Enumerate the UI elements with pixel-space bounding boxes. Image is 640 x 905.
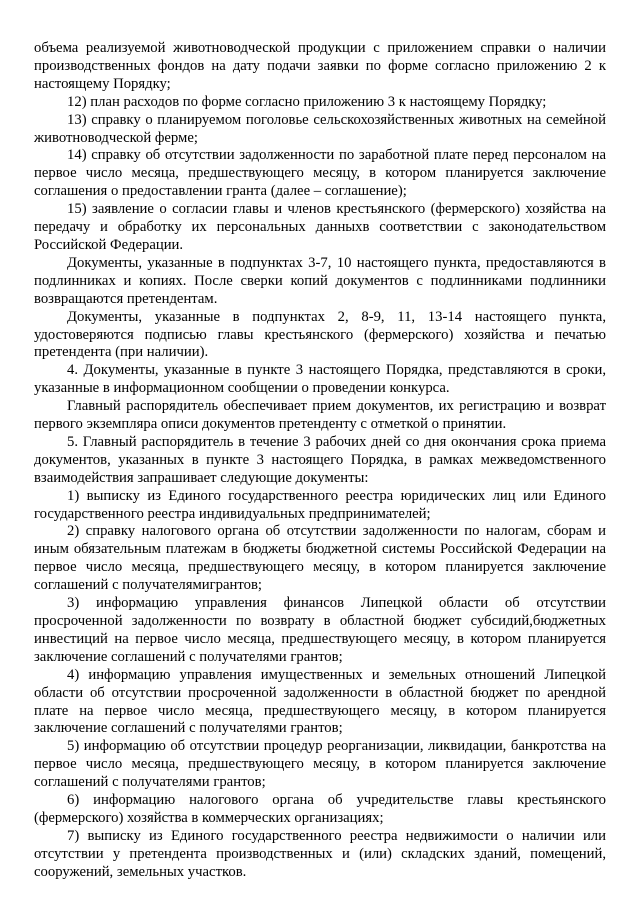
paragraph-item-12: 12) план расходов по форме согласно приложению 3 к настоящему Порядку;	[67, 93, 547, 110]
paragraph-section-4: 4. Документы, указанные в пункте 3 настоящего Порядка, представляются в сроки, указанные в информационном сообщении о проведении конкурса.	[34, 362, 606, 397]
paragraph-request-4: 4) информацию управления имущественных и земельных отношений Липецкой области об отсутствии просроченной задолженности в областной бюджет по арендной плате на первое число месяца, предшествующего месяцу, в котором планируется заключение соглашений с получателями грантов;	[34, 666, 606, 737]
document-page	[34, 40, 606, 882]
paragraph-documents-signature: Документы, указанные в подпунктах 2, 8-9, 11, 13-14 настоящего пункта, удостоверяются подписью главы крестьянского (фермерского) хозяйства и печатью претендента (при наличии).	[34, 308, 606, 361]
paragraph-item-15: 15) заявление о согласии главы и членов крестьянского (фермерского) хозяйства на передачу и обработку их персональных данныхв соответствии с законодательством Российской Федерации.	[34, 201, 606, 253]
paragraph-request-7: 7) выписку из Единого государственного реестра недвижимости о наличии или отсутствии у претендента производственных и (или) складских зданий, помещений, сооружений, земельных участков.	[34, 827, 606, 880]
paragraph-section-5: 5. Главный распорядитель в течение 3 рабочих дней со дня окончания срока приема документов, указанных в пункте 3 настоящего Порядка, в рамках межведомственного взаимодействия запрашивает следующие документы:	[34, 433, 606, 486]
paragraph-item-14: 14) справку об отсутствии задолженности по заработной плате перед персоналом на первое число месяца, предшествующего месяцу, в котором планируется заключение соглашения о предоставлении гранта (далее – соглашение);	[34, 147, 606, 200]
paragraph-continuation: объема реализуемой животноводческой продукции с приложением справки о наличии производственных фондов на дату подачи заявки по форме согласно приложению 2 к настоящему Порядку;	[34, 40, 606, 92]
paragraph-request-3: 3) информацию управления финансов Липецкой области об отсутствии просроченной задолженности по возврату в областной бюджет субсидий,бюджетных инвестиций на первое число месяца, предшествующего месяцу, в котором планируется заключение соглашений с получателями грантов;	[34, 595, 606, 665]
paragraph-request-1: 1) выписку из Единого государственного реестра юридических лиц или Единого государственного реестра индивидуальных предпринимателей;	[34, 487, 606, 522]
paragraph-request-2: 2) справку налогового органа об отсутствии задолженности по налогам, сборам и иным обязательным платежам в бюджеты бюджетной системы Российской Федерации на первое число месяца, предшествующего месяцу, в котором планируется заключение соглашений с получателямигрантов;	[34, 523, 606, 594]
paragraph-request-5: 5) информацию об отсутствии процедур реорганизации, ликвидации, банкротства на первое число месяца, предшествующего месяцу, в котором планируется заключение соглашений с получателями грантов;	[34, 738, 606, 791]
paragraph-acceptance: Главный распорядитель обеспечивает прием документов, их регистрацию и возврат первого экземпляра описи документов претенденту с отметкой о принятии.	[34, 398, 606, 433]
paragraph-item-13: 13) справку о планируемом поголовье сельскохозяйственных животных на семейной животноводческой ферме;	[34, 111, 606, 146]
paragraph-request-6: 6) информацию налогового органа об учредительстве главы крестьянского (фермерского) хозяйства в коммерческих организациях;	[34, 792, 606, 826]
paragraph-documents-originals: Документы, указанные в подпунктах 3-7, 10 настоящего пункта, предоставляются в подлинниках и копиях. После сверки копий документов с подлинниками подлинники возвращаются претендентам.	[34, 254, 606, 307]
